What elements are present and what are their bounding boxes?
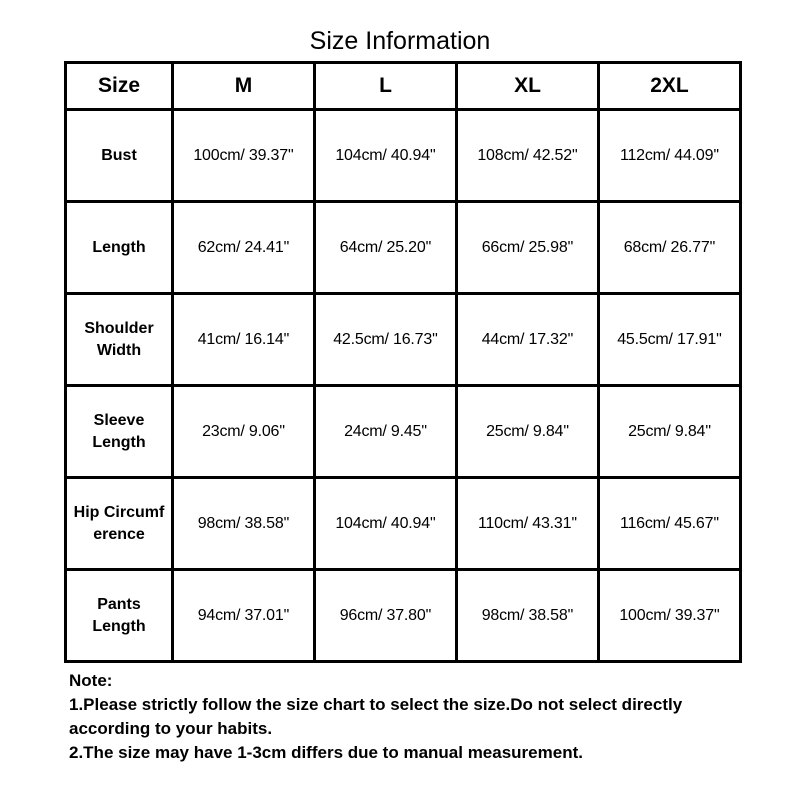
row-label-bust: Bust [66,110,173,202]
table-row [66,478,741,570]
table-cell: 100cm/ 39.37'' [173,110,315,202]
table-cell: 44cm/ 17.32'' [457,294,599,386]
row-label-length: Length [66,202,173,294]
notes-heading: Note: [69,671,113,690]
row-label-sleeve-length: Sleeve Length [66,386,173,478]
table-row [66,294,741,386]
size-chart-table [64,61,742,663]
table-cell: 96cm/ 37.80'' [315,570,457,662]
table-cell: 100cm/ 39.37'' [599,570,741,662]
table-cell: 104cm/ 40.94'' [315,478,457,570]
row-label-shoulder-width: Shoulder Width [66,294,173,386]
table-row [66,202,741,294]
table-cell: 116cm/ 45.67'' [599,478,741,570]
table-cell: 62cm/ 24.41'' [173,202,315,294]
notes-section [69,669,769,765]
table-cell: 66cm/ 25.98'' [457,202,599,294]
table-row [66,386,741,478]
table-cell: 24cm/ 9.45'' [315,386,457,478]
note-line: 2.The size may have 1-3cm differs due to manual measurement. [69,743,583,762]
header-xl: XL [457,63,599,110]
row-label-pants-length: Pants Length [66,570,173,662]
table-cell: 23cm/ 9.06'' [173,386,315,478]
table-cell: 108cm/ 42.52'' [457,110,599,202]
table-cell: 25cm/ 9.84'' [599,386,741,478]
table-cell: 98cm/ 38.58'' [457,570,599,662]
table-cell: 25cm/ 9.84'' [457,386,599,478]
table-cell: 110cm/ 43.31'' [457,478,599,570]
table-cell: 104cm/ 40.94'' [315,110,457,202]
table-cell: 112cm/ 44.09'' [599,110,741,202]
row-label-hip-circumference: Hip Circumference [66,478,173,570]
table-cell: 68cm/ 26.77'' [599,202,741,294]
table-cell: 42.5cm/ 16.73'' [315,294,457,386]
table-row [66,570,741,662]
header-m: M [173,63,315,110]
note-line: 1.Please strictly follow the size chart to select the size.Do not select directly according to your habits. [69,695,683,738]
table-row [66,110,741,202]
header-l: L [315,63,457,110]
table-cell: 45.5cm/ 17.91'' [599,294,741,386]
header-row [66,63,741,110]
table-cell: 94cm/ 37.01'' [173,570,315,662]
header-2xl: 2XL [599,63,741,110]
table-cell: 64cm/ 25.20'' [315,202,457,294]
table-cell: 41cm/ 16.14'' [173,294,315,386]
page-title: Size Information [309,27,491,55]
header-size: Size [66,63,173,110]
table-cell: 98cm/ 38.58'' [173,478,315,570]
